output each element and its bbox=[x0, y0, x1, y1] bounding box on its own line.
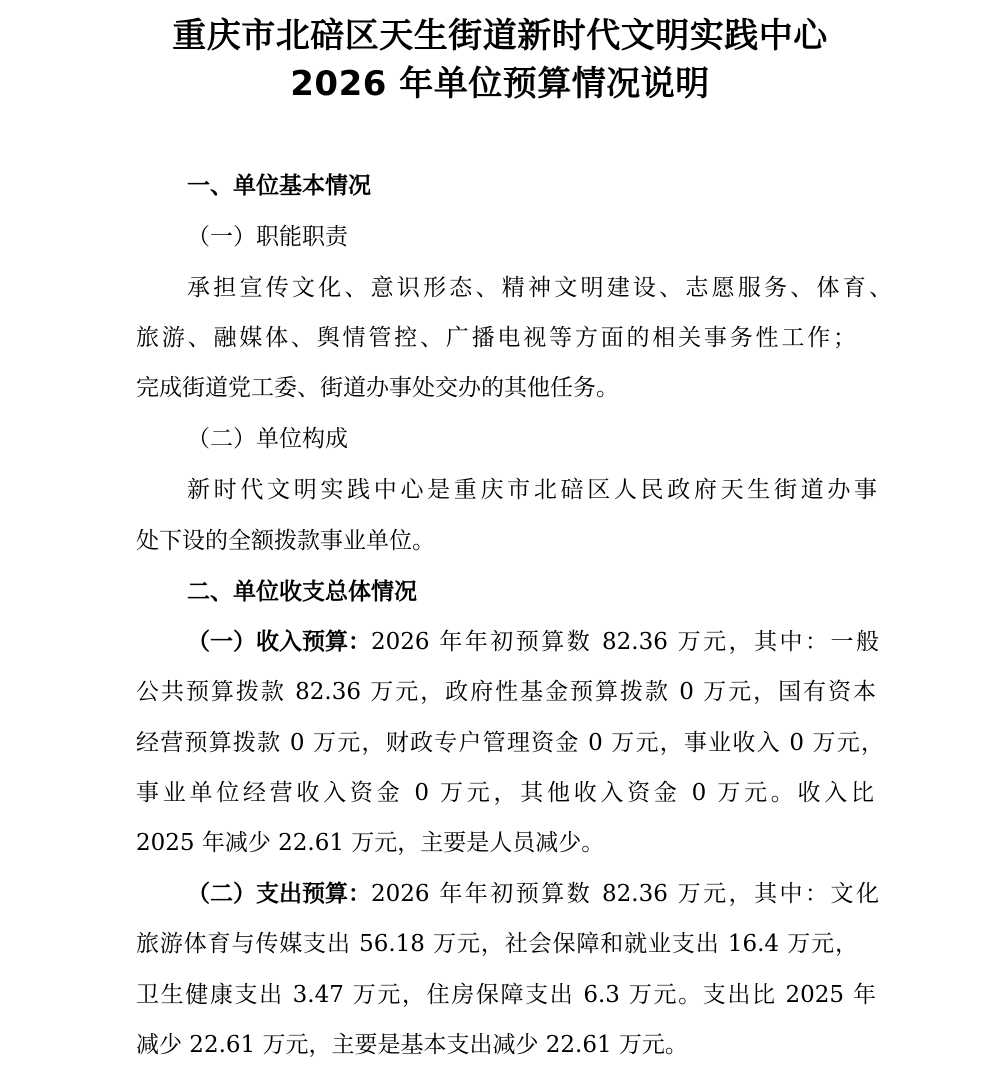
expense-line-3: 卫生健康支出 3.47 万元，住房保障支出 6.3 万元。支出比 2025 年 bbox=[136, 982, 876, 1008]
duties-line-3: 完成街道党工委、街道办事处交办的其他任务。 bbox=[136, 375, 619, 401]
income-line-4: 事业单位经营收入资金 0 万元，其他收入资金 0 万元。收入比 bbox=[136, 780, 874, 806]
document-title-line-2: 2026 年单位预算情况说明 bbox=[290, 64, 710, 104]
income-line-3: 经营预算拨款 0 万元，财政专户管理资金 0 万元，事业收入 0 万元， bbox=[136, 730, 884, 756]
section-2-heading: 二、单位收支总体情况 bbox=[187, 579, 417, 605]
document-title-line-1: 重庆市北碚区天生街道新时代文明实践中心 bbox=[172, 16, 828, 56]
duties-line-1: 承担宣传文化、意识形态、精神文明建设、志愿服务、体育、 bbox=[187, 275, 892, 301]
section-1-heading: 一、单位基本情况 bbox=[187, 173, 371, 199]
expense-line-2: 旅游体育与传媒支出 56.18 万元，社会保障和就业支出 16.4 万元， bbox=[136, 931, 858, 957]
income-line-1 bbox=[187, 626, 879, 658]
expense-line-1-rest: 2026 年年初预算数 82.36 万元，其中：文化 bbox=[371, 881, 879, 907]
composition-line-2: 处下设的全额拨款事业单位。 bbox=[136, 528, 435, 554]
expense-lead: （二）支出预算： bbox=[187, 881, 371, 907]
income-line-2: 公共预算拨款 82.36 万元，政府性基金预算拨款 0 万元，国有资本 bbox=[136, 679, 876, 705]
income-line-1-rest: 2026 年年初预算数 82.36 万元，其中：一般 bbox=[371, 629, 879, 655]
section-1-2-heading: （二）单位构成 bbox=[187, 426, 348, 452]
composition-line-1: 新时代文明实践中心是重庆市北碚区人民政府天生街道办事 bbox=[187, 477, 877, 503]
expense-line-4: 减少 22.61 万元，主要是基本支出减少 22.61 万元。 bbox=[136, 1032, 688, 1058]
income-lead: （一）收入预算： bbox=[187, 629, 371, 655]
expense-line-1 bbox=[187, 878, 879, 910]
section-1-1-heading: （一）职能职责 bbox=[187, 224, 348, 250]
duties-line-2: 旅游、融媒体、舆情管控、广播电视等方面的相关事务性工作； bbox=[136, 325, 856, 351]
income-line-5: 2025 年减少 22.61 万元，主要是人员减少。 bbox=[136, 830, 605, 856]
